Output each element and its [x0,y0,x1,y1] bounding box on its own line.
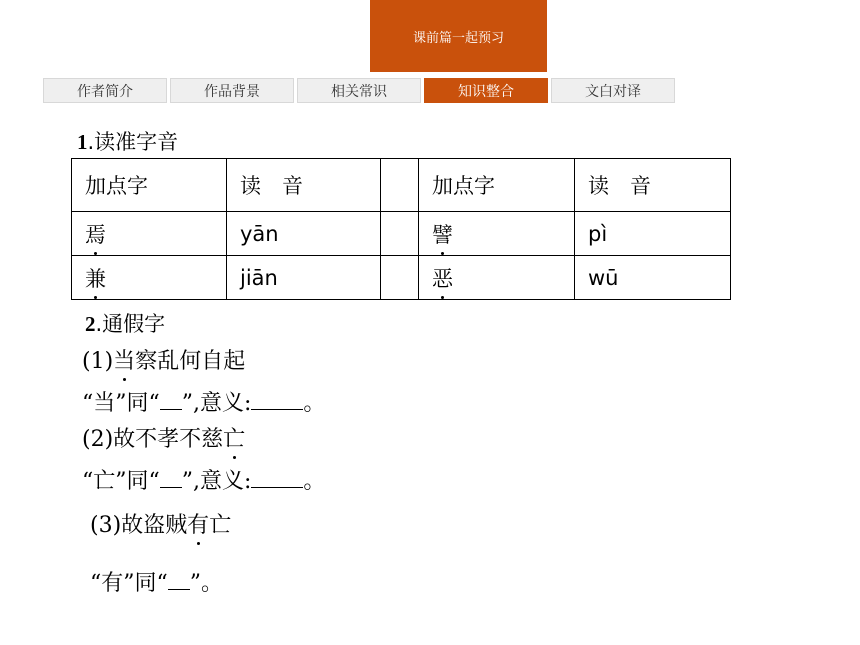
pronunciation-table [71,158,731,300]
tab-author-intro[interactable] [43,78,167,103]
dotted-char: 当 [113,344,135,375]
note-text: “亡”同“ [82,469,160,494]
dotted-char: 有 [187,508,209,539]
table-row [72,256,731,300]
tab-label: 作者简介 [77,83,133,100]
section-1-text: .读准字音 [87,130,179,154]
sentence-text: 亡 [209,513,232,538]
answer-blank[interactable] [251,391,303,410]
table-header-row [72,159,731,212]
section-2-title [85,308,165,338]
item-1-sentence [82,344,245,375]
section-header [370,0,547,72]
table-header-cell: 加点字 [419,159,575,212]
answer-blank[interactable] [168,571,190,590]
note-text: 。 [303,469,326,494]
table-header-cell: 加点字 [72,159,227,212]
answer-blank[interactable] [160,469,182,488]
tab-label: 相关常识 [331,83,387,100]
section-header-title: 课前篇一起预习 [412,30,504,46]
note-text: ”,意义: [181,469,252,494]
table-cell-char [72,256,227,300]
dotted-char: 恶 [432,263,453,293]
dotted-char: 亡 [223,422,245,453]
table-cell-char [419,212,575,256]
tab-work-background[interactable] [170,78,294,103]
dotted-char: 焉 [85,219,106,249]
note-text: ”,意义: [181,391,252,416]
table-spacer-cell [381,212,419,256]
dotted-char: 兼 [85,263,106,293]
item-3-note [90,566,223,597]
note-text: “当”同“ [82,391,160,416]
note-text: “有”同“ [90,571,168,596]
tab-knowledge-integration[interactable] [424,78,548,103]
tab-label: 文白对译 [585,83,641,100]
tab-label: 作品背景 [204,83,260,100]
table-header-cell: 读 音 [227,159,381,212]
item-2-sentence [82,422,245,453]
item-1-note [82,386,325,417]
note-text: ” [189,571,201,596]
sentence-text: (1) [82,349,114,374]
table-spacer-cell [381,256,419,300]
sentence-text: (3)故盗贼 [90,513,188,538]
tab-label: 知识整合 [458,83,514,100]
tab-translation[interactable] [551,78,675,103]
item-3-sentence [90,508,231,539]
table-cell-char [72,212,227,256]
answer-blank[interactable] [251,469,303,488]
table-spacer-cell [381,159,419,212]
answer-blank[interactable] [160,391,182,410]
sentence-text: (2)故不孝不慈 [82,427,224,452]
section-2-text: .通假字 [95,312,166,336]
table-cell-pinyin: jiān [227,256,381,300]
sentence-text: 察乱何自起 [135,349,246,374]
table-cell-pinyin: wū [575,256,731,300]
table-header-cell: 读 音 [575,159,731,212]
table-cell-char [419,256,575,300]
note-text: 。 [201,571,224,596]
item-2-note [82,464,325,495]
table-cell-pinyin: pì [575,212,731,256]
section-1-number: 1 [77,130,88,154]
table-cell-pinyin: yān [227,212,381,256]
nav-tabs [43,78,678,103]
table-row [72,212,731,256]
section-1-title [77,126,178,156]
note-text: 。 [303,391,326,416]
dotted-char: 譬 [432,219,453,249]
section-2-number: 2 [85,312,96,336]
tab-common-knowledge[interactable] [297,78,421,103]
